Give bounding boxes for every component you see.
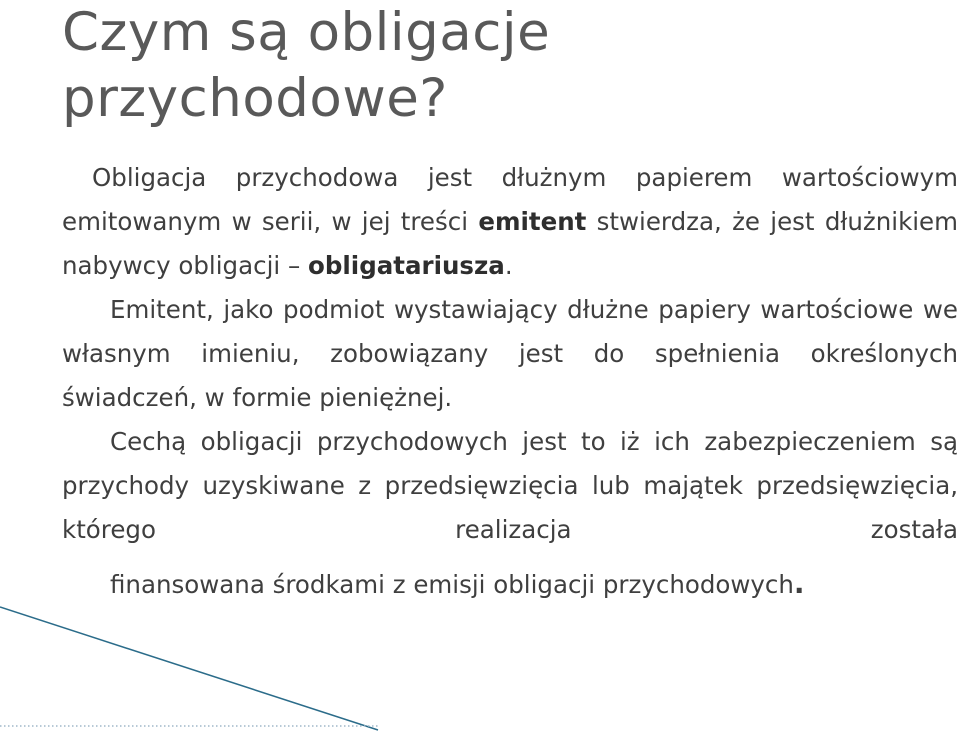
paragraph-security-last-line — [62, 562, 805, 607]
paragraph-security — [62, 420, 958, 607]
slide-title-line-2: przychodowe? — [62, 68, 448, 129]
paragraph-definition-text-3: . — [504, 251, 513, 280]
slide-body — [62, 156, 958, 607]
paragraph-definition-text-2: stwierdza, że jest dłużnikiem nabywcy obligacji – — [62, 207, 958, 280]
slide-title-line-1: Czym są obligacje — [62, 2, 551, 63]
paragraph-security-last-text: finansowana środkami z emisji obligacji przychodowych — [110, 570, 794, 599]
term-emitent: emitent — [478, 207, 587, 236]
slide-title — [62, 0, 942, 132]
paragraph-emitent: Emitent, jako podmiot wystawiający dłużne papiery wartościowe we własnym imieniu, zobowiązany jest do spełnienia określonych świadczeń, w formie pieniężnej. — [62, 295, 958, 412]
term-obligatariusz: obligatariusza — [308, 251, 505, 280]
paragraph-security-period: . — [793, 567, 805, 600]
diagonal-accent-line — [0, 607, 378, 730]
paragraph-security-text: Cechą obligacji przychodowych jest to iż ich zabezpieczeniem są przychody uzyskiwane z przedsięwzięcia lub majątek przedsięwzięcia, którego realizacja została — [62, 427, 958, 544]
paragraph-definition-text-1: Obligacja przychodowa jest dłużnym papierem wartościowym emitowanym w serii, w jej treści — [62, 163, 958, 236]
paragraph-definition — [62, 156, 958, 288]
